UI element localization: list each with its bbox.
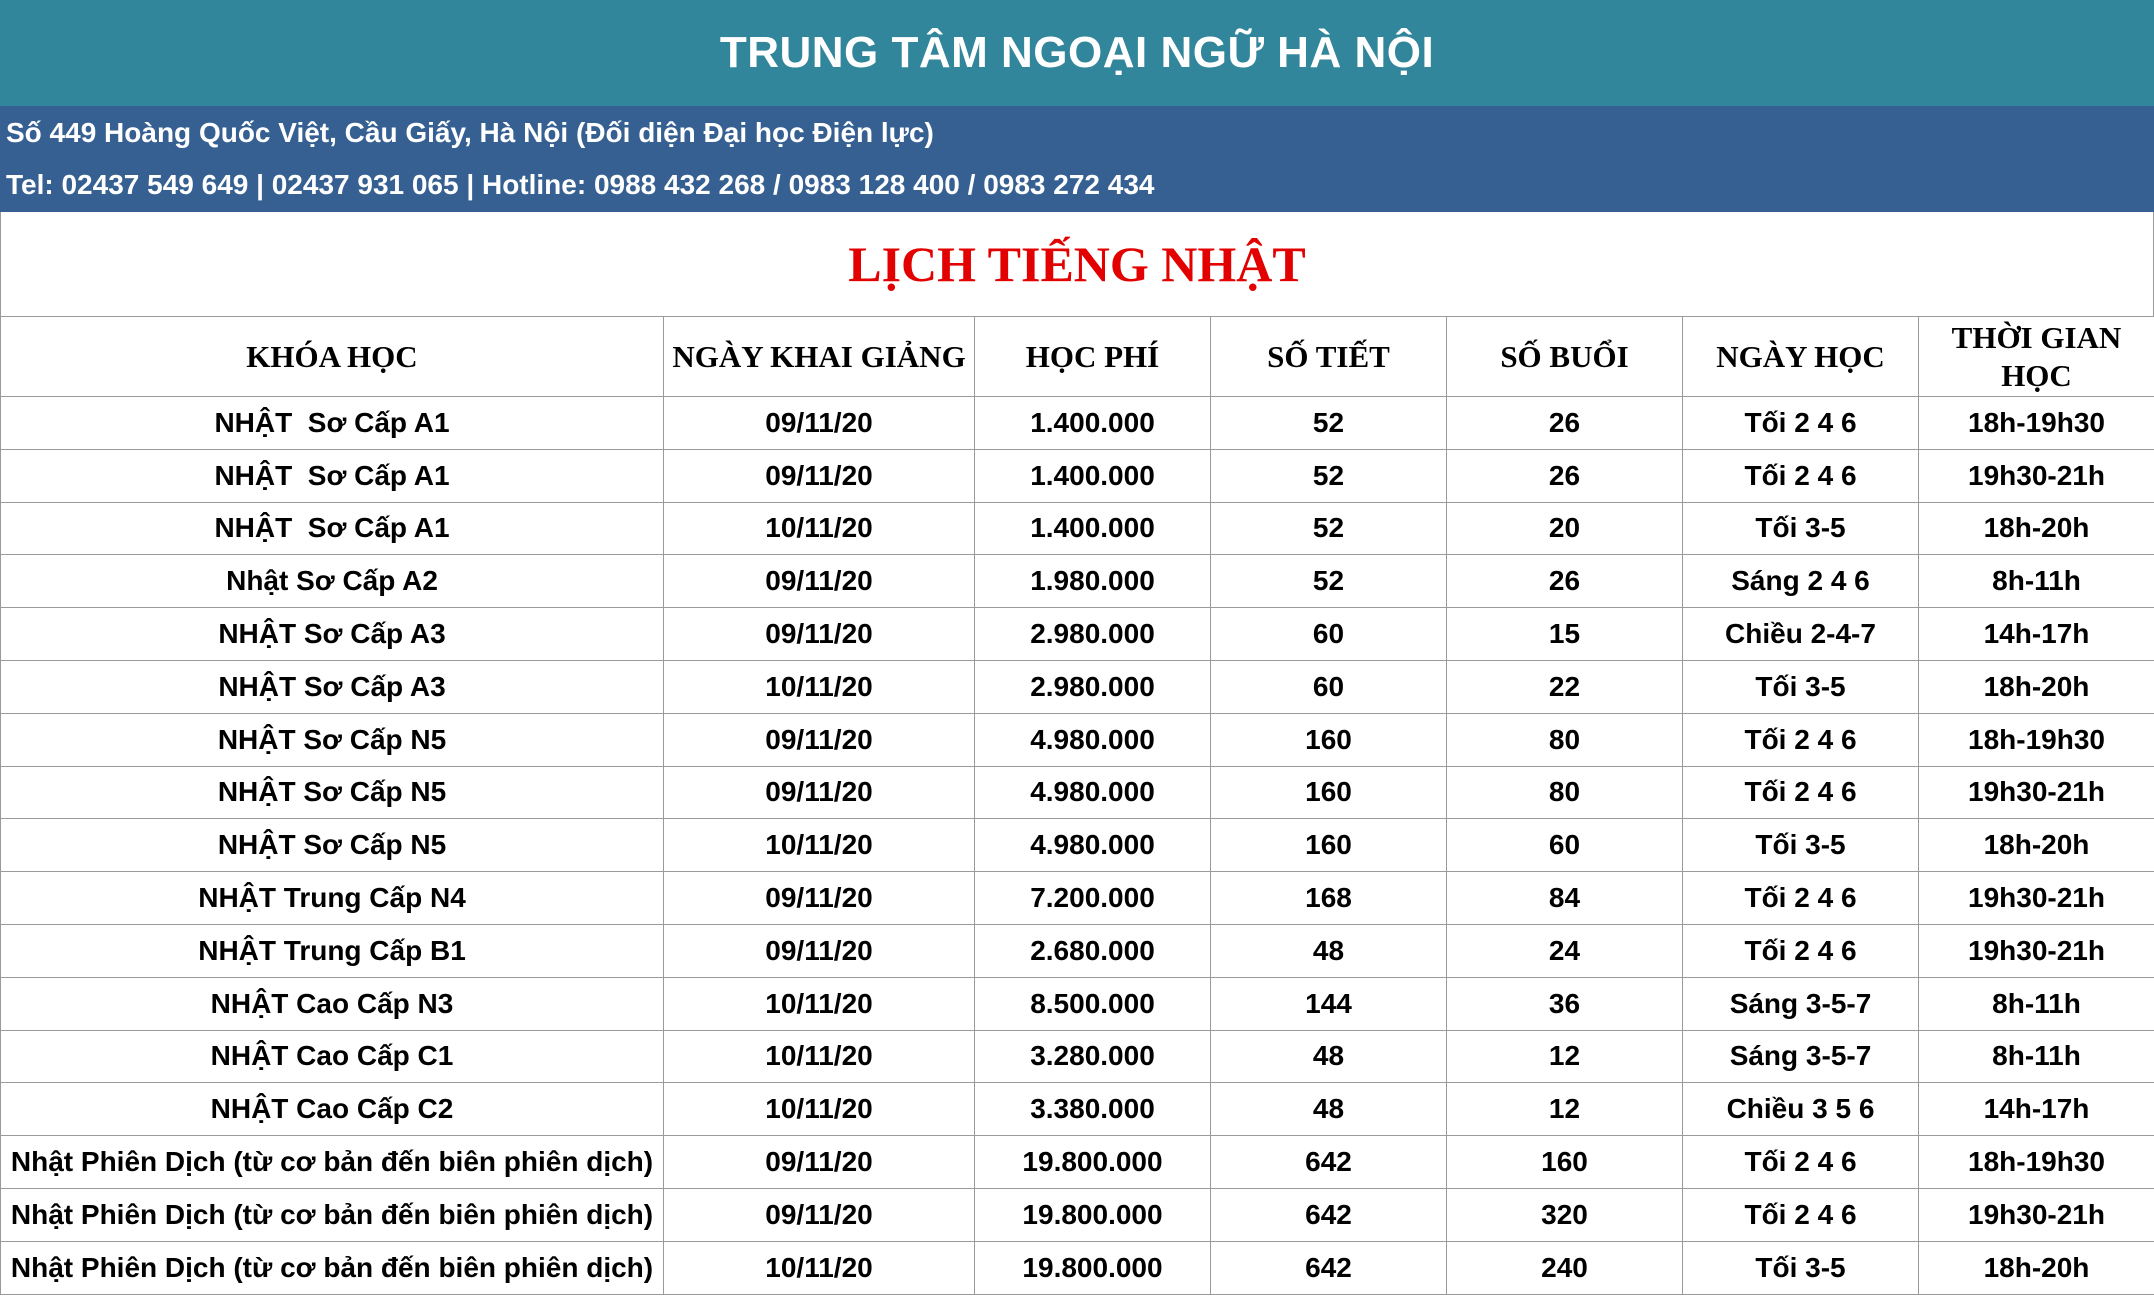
start-date-cell: 10/11/20	[664, 502, 975, 555]
periods-cell: 48	[1211, 1083, 1447, 1136]
table-row	[1, 449, 2154, 502]
table-row	[1, 924, 2154, 977]
study-time-cell: 18h-20h	[1919, 1241, 2154, 1294]
study-time-cell: 19h30-21h	[1919, 766, 2154, 819]
study-time-cell: 8h-11h	[1919, 1030, 2154, 1083]
table-row	[1, 766, 2154, 819]
course-name-cell: NHẬT Cao Cấp C2	[1, 1083, 664, 1136]
periods-cell: 52	[1211, 555, 1447, 608]
table-row	[1, 608, 2154, 661]
periods-cell: 642	[1211, 1136, 1447, 1189]
course-name-cell: Nhật Sơ Cấp A2	[1, 555, 664, 608]
table-row	[1, 713, 2154, 766]
study-time-cell: 18h-20h	[1919, 819, 2154, 872]
study-days-cell: Tối 2 4 6	[1683, 766, 1919, 819]
sessions-cell: 12	[1447, 1083, 1683, 1136]
sessions-cell: 320	[1447, 1188, 1683, 1241]
course-name-cell: NHẬT Sơ Cấp N5	[1, 713, 664, 766]
phone-line: Tel: 02437 549 649 | 02437 931 065 | Hotline: 0988 432 268 / 0983 128 400 / 0983 272 434	[6, 169, 1155, 200]
sessions-cell: 22	[1447, 660, 1683, 713]
center-name-banner	[0, 0, 2154, 106]
col-header-start-date: NGÀY KHAI GIẢNG	[664, 317, 975, 397]
fee-cell: 4.980.000	[975, 819, 1211, 872]
table-row	[1, 1030, 2154, 1083]
header-row	[1, 317, 2154, 397]
sessions-cell: 84	[1447, 872, 1683, 925]
course-name-cell: NHẬT Sơ Cấp N5	[1, 819, 664, 872]
course-name-cell: NHẬT Sơ Cấp A1	[1, 502, 664, 555]
col-header-study-time: THỜI GIAN HỌC	[1919, 317, 2154, 397]
fee-cell: 1.400.000	[975, 449, 1211, 502]
fee-cell: 3.380.000	[975, 1083, 1211, 1136]
start-date-cell: 10/11/20	[664, 1241, 975, 1294]
start-date-cell: 09/11/20	[664, 924, 975, 977]
course-name-cell: NHẬT Cao Cấp N3	[1, 977, 664, 1030]
periods-cell: 160	[1211, 713, 1447, 766]
periods-cell: 60	[1211, 608, 1447, 661]
fee-cell: 1.980.000	[975, 555, 1211, 608]
study-time-cell: 14h-17h	[1919, 608, 2154, 661]
study-time-cell: 18h-20h	[1919, 660, 2154, 713]
study-days-cell: Sáng 3-5-7	[1683, 1030, 1919, 1083]
study-days-cell: Chiều 2-4-7	[1683, 608, 1919, 661]
contact-bar	[0, 106, 2154, 212]
table-row	[1, 819, 2154, 872]
sessions-cell: 12	[1447, 1030, 1683, 1083]
study-days-cell: Tối 3-5	[1683, 502, 1919, 555]
periods-cell: 642	[1211, 1188, 1447, 1241]
start-date-cell: 09/11/20	[664, 608, 975, 661]
sessions-cell: 36	[1447, 977, 1683, 1030]
table-row	[1, 397, 2154, 450]
table-row	[1, 872, 2154, 925]
study-days-cell: Tối 2 4 6	[1683, 397, 1919, 450]
schedule-title: LỊCH TIẾNG NHẬT	[0, 212, 2154, 316]
start-date-cell: 10/11/20	[664, 1083, 975, 1136]
fee-cell: 3.280.000	[975, 1030, 1211, 1083]
sessions-cell: 80	[1447, 766, 1683, 819]
study-time-cell: 18h-19h30	[1919, 397, 2154, 450]
course-name-cell: Nhật Phiên Dịch (từ cơ bản đến biên phiên dịch)	[1, 1188, 664, 1241]
col-header-sessions: SỐ BUỔI	[1447, 317, 1683, 397]
study-time-cell: 8h-11h	[1919, 977, 2154, 1030]
sessions-cell: 160	[1447, 1136, 1683, 1189]
periods-cell: 642	[1211, 1241, 1447, 1294]
table-row	[1, 977, 2154, 1030]
start-date-cell: 10/11/20	[664, 977, 975, 1030]
table-row	[1, 502, 2154, 555]
sessions-cell: 20	[1447, 502, 1683, 555]
fee-cell: 1.400.000	[975, 502, 1211, 555]
course-name-cell: NHẬT Sơ Cấp A3	[1, 608, 664, 661]
study-days-cell: Tối 2 4 6	[1683, 924, 1919, 977]
fee-cell: 2.980.000	[975, 660, 1211, 713]
study-days-cell: Tối 3-5	[1683, 660, 1919, 713]
fee-cell: 2.980.000	[975, 608, 1211, 661]
sessions-cell: 26	[1447, 397, 1683, 450]
periods-cell: 160	[1211, 819, 1447, 872]
table-row	[1, 1241, 2154, 1294]
study-days-cell: Chiều 3 5 6	[1683, 1083, 1919, 1136]
periods-cell: 48	[1211, 1030, 1447, 1083]
study-time-cell: 19h30-21h	[1919, 924, 2154, 977]
study-days-cell: Sáng 2 4 6	[1683, 555, 1919, 608]
col-header-study-days: NGÀY HỌC	[1683, 317, 1919, 397]
study-time-cell: 19h30-21h	[1919, 449, 2154, 502]
schedule-table	[0, 316, 2154, 1295]
periods-cell: 52	[1211, 397, 1447, 450]
table-row	[1, 1188, 2154, 1241]
study-time-cell: 14h-17h	[1919, 1083, 2154, 1136]
table-row	[1, 660, 2154, 713]
sessions-cell: 80	[1447, 713, 1683, 766]
periods-cell: 52	[1211, 502, 1447, 555]
periods-cell: 160	[1211, 766, 1447, 819]
fee-cell: 2.680.000	[975, 924, 1211, 977]
study-days-cell: Tối 2 4 6	[1683, 1136, 1919, 1189]
course-name-cell: Nhật Phiên Dịch (từ cơ bản đến biên phiên dịch)	[1, 1241, 664, 1294]
study-days-cell: Tối 2 4 6	[1683, 713, 1919, 766]
start-date-cell: 09/11/20	[664, 872, 975, 925]
sessions-cell: 24	[1447, 924, 1683, 977]
periods-cell: 48	[1211, 924, 1447, 977]
col-header-course: KHÓA HỌC	[1, 317, 664, 397]
study-time-cell: 18h-20h	[1919, 502, 2154, 555]
sessions-cell: 26	[1447, 555, 1683, 608]
study-days-cell: Tối 2 4 6	[1683, 449, 1919, 502]
fee-cell: 19.800.000	[975, 1136, 1211, 1189]
sessions-cell: 26	[1447, 449, 1683, 502]
course-name-cell: NHẬT Sơ Cấp A1	[1, 397, 664, 450]
study-time-cell: 18h-19h30	[1919, 1136, 2154, 1189]
study-days-cell: Tối 3-5	[1683, 819, 1919, 872]
col-header-fee: HỌC PHÍ	[975, 317, 1211, 397]
study-days-cell: Tối 2 4 6	[1683, 872, 1919, 925]
col-header-periods: SỐ TIẾT	[1211, 317, 1447, 397]
periods-cell: 144	[1211, 977, 1447, 1030]
start-date-cell: 09/11/20	[664, 449, 975, 502]
table-row	[1, 1136, 2154, 1189]
sessions-cell: 240	[1447, 1241, 1683, 1294]
fee-cell: 19.800.000	[975, 1188, 1211, 1241]
start-date-cell: 10/11/20	[664, 1030, 975, 1083]
study-time-cell: 19h30-21h	[1919, 1188, 2154, 1241]
sessions-cell: 60	[1447, 819, 1683, 872]
fee-cell: 19.800.000	[975, 1241, 1211, 1294]
course-name-cell: NHẬT Sơ Cấp A1	[1, 449, 664, 502]
fee-cell: 4.980.000	[975, 766, 1211, 819]
study-time-cell: 19h30-21h	[1919, 872, 2154, 925]
table-row	[1, 1083, 2154, 1136]
start-date-cell: 10/11/20	[664, 660, 975, 713]
fee-cell: 8.500.000	[975, 977, 1211, 1030]
periods-cell: 168	[1211, 872, 1447, 925]
start-date-cell: 10/11/20	[664, 819, 975, 872]
course-name-cell: NHẬT Cao Cấp C1	[1, 1030, 664, 1083]
course-name-cell: NHẬT Sơ Cấp A3	[1, 660, 664, 713]
periods-cell: 60	[1211, 660, 1447, 713]
course-name-cell: NHẬT Trung Cấp N4	[1, 872, 664, 925]
course-name-cell: Nhật Phiên Dịch (từ cơ bản đến biên phiên dịch)	[1, 1136, 664, 1189]
study-days-cell: Tối 3-5	[1683, 1241, 1919, 1294]
course-name-cell: NHẬT Sơ Cấp N5	[1, 766, 664, 819]
start-date-cell: 09/11/20	[664, 1136, 975, 1189]
start-date-cell: 09/11/20	[664, 766, 975, 819]
periods-cell: 52	[1211, 449, 1447, 502]
course-name-cell: NHẬT Trung Cấp B1	[1, 924, 664, 977]
study-days-cell: Tối 2 4 6	[1683, 1188, 1919, 1241]
fee-cell: 1.400.000	[975, 397, 1211, 450]
study-time-cell: 18h-19h30	[1919, 713, 2154, 766]
center-name: TRUNG TÂM NGOẠI NGỮ HÀ NỘI	[719, 28, 1435, 77]
start-date-cell: 09/11/20	[664, 397, 975, 450]
table-row	[1, 555, 2154, 608]
fee-cell: 7.200.000	[975, 872, 1211, 925]
study-days-cell: Sáng 3-5-7	[1683, 977, 1919, 1030]
start-date-cell: 09/11/20	[664, 555, 975, 608]
sessions-cell: 15	[1447, 608, 1683, 661]
address-line: Số 449 Hoàng Quốc Việt, Cầu Giấy, Hà Nội (Đối diện Đại học Điện lực)	[6, 117, 934, 148]
start-date-cell: 09/11/20	[664, 1188, 975, 1241]
start-date-cell: 09/11/20	[664, 713, 975, 766]
fee-cell: 4.980.000	[975, 713, 1211, 766]
study-time-cell: 8h-11h	[1919, 555, 2154, 608]
